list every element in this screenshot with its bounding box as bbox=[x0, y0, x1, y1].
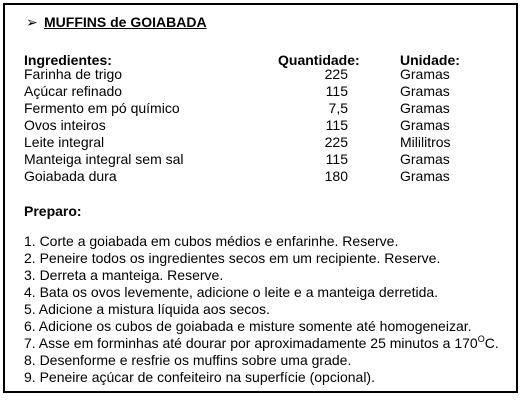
ingredient-unit: Gramas bbox=[400, 151, 450, 167]
ingredient-quantity: 180 bbox=[324, 168, 348, 184]
degree-symbol: O bbox=[477, 334, 485, 344]
ingredient-name: Farinha de trigo bbox=[24, 66, 123, 82]
preparation-step: 9. Peneire açúcar de confeiteiro na superfície (opcional). bbox=[24, 369, 375, 385]
ingredient-name: Leite integral bbox=[24, 134, 105, 150]
ingredient-row bbox=[0, 151, 525, 168]
ingredient-row bbox=[0, 66, 525, 83]
ingredient-row bbox=[0, 117, 525, 134]
ingredient-name: Açúcar refinado bbox=[24, 83, 123, 99]
preparation-step: 2. Peneire todos os ingredientes secos em um recipiente. Reserve. bbox=[24, 250, 441, 266]
preparation-step: 3. Derreta a manteiga. Reserve. bbox=[24, 267, 224, 283]
ingredient-name: Manteiga integral sem sal bbox=[24, 151, 184, 167]
ingredient-quantity: 7,5 bbox=[328, 100, 348, 116]
ingredient-quantity: 225 bbox=[324, 66, 348, 82]
recipe-title: MUFFINS de GOIABADA bbox=[44, 14, 207, 30]
arrow-bullet-icon: ➢ bbox=[26, 14, 38, 30]
ingredient-quantity: 115 bbox=[325, 117, 348, 133]
preparation-step bbox=[24, 335, 499, 352]
recipe-title-row bbox=[26, 14, 207, 31]
ingredient-unit: Gramas bbox=[400, 66, 450, 82]
preparation-steps bbox=[24, 233, 499, 386]
preparation-step: 1. Corte a goiabada em cubos médios e enfarinhe. Reserve. bbox=[24, 233, 399, 249]
step-text: 7. Asse em forminhas até dourar por aproximadamente 25 minutos a 170 bbox=[24, 335, 478, 351]
ingredient-quantity: 115 bbox=[325, 83, 348, 99]
unit-header: Unidade: bbox=[400, 52, 460, 68]
ingredient-quantity: 225 bbox=[324, 134, 348, 150]
ingredient-name: Fermento em pó químico bbox=[24, 100, 180, 116]
ingredient-unit: Gramas bbox=[400, 83, 450, 99]
temperature-unit: C. bbox=[484, 335, 499, 351]
ingredient-unit: Gramas bbox=[400, 100, 450, 116]
ingredient-unit: Gramas bbox=[400, 117, 450, 133]
ingredient-name: Goiabada dura bbox=[24, 168, 117, 184]
preparation-step: 8. Desenforme e resfrie os muffins sobre uma grade. bbox=[24, 352, 352, 368]
ingredient-row bbox=[0, 83, 525, 100]
quantity-header: Quantidade: bbox=[278, 52, 360, 68]
ingredient-name: Ovos inteiros bbox=[24, 117, 106, 133]
preparation-step: 6. Adicione os cubos de goiabada e misture somente até homogeneizar. bbox=[24, 318, 472, 334]
ingredients-header: Ingredientes: bbox=[24, 52, 112, 68]
preparation-title: Preparo: bbox=[24, 203, 82, 219]
ingredient-row bbox=[0, 168, 525, 185]
preparation-step: 4. Bata os ovos levemente, adicione o leite e a manteiga derretida. bbox=[24, 284, 439, 300]
ingredient-row bbox=[0, 134, 525, 151]
ingredient-row bbox=[0, 100, 525, 117]
ingredient-unit: Gramas bbox=[400, 168, 450, 184]
ingredient-quantity: 115 bbox=[325, 151, 348, 167]
preparation-step: 5. Adicione a mistura líquida aos secos. bbox=[24, 301, 270, 317]
ingredient-unit: Mililitros bbox=[400, 134, 451, 150]
